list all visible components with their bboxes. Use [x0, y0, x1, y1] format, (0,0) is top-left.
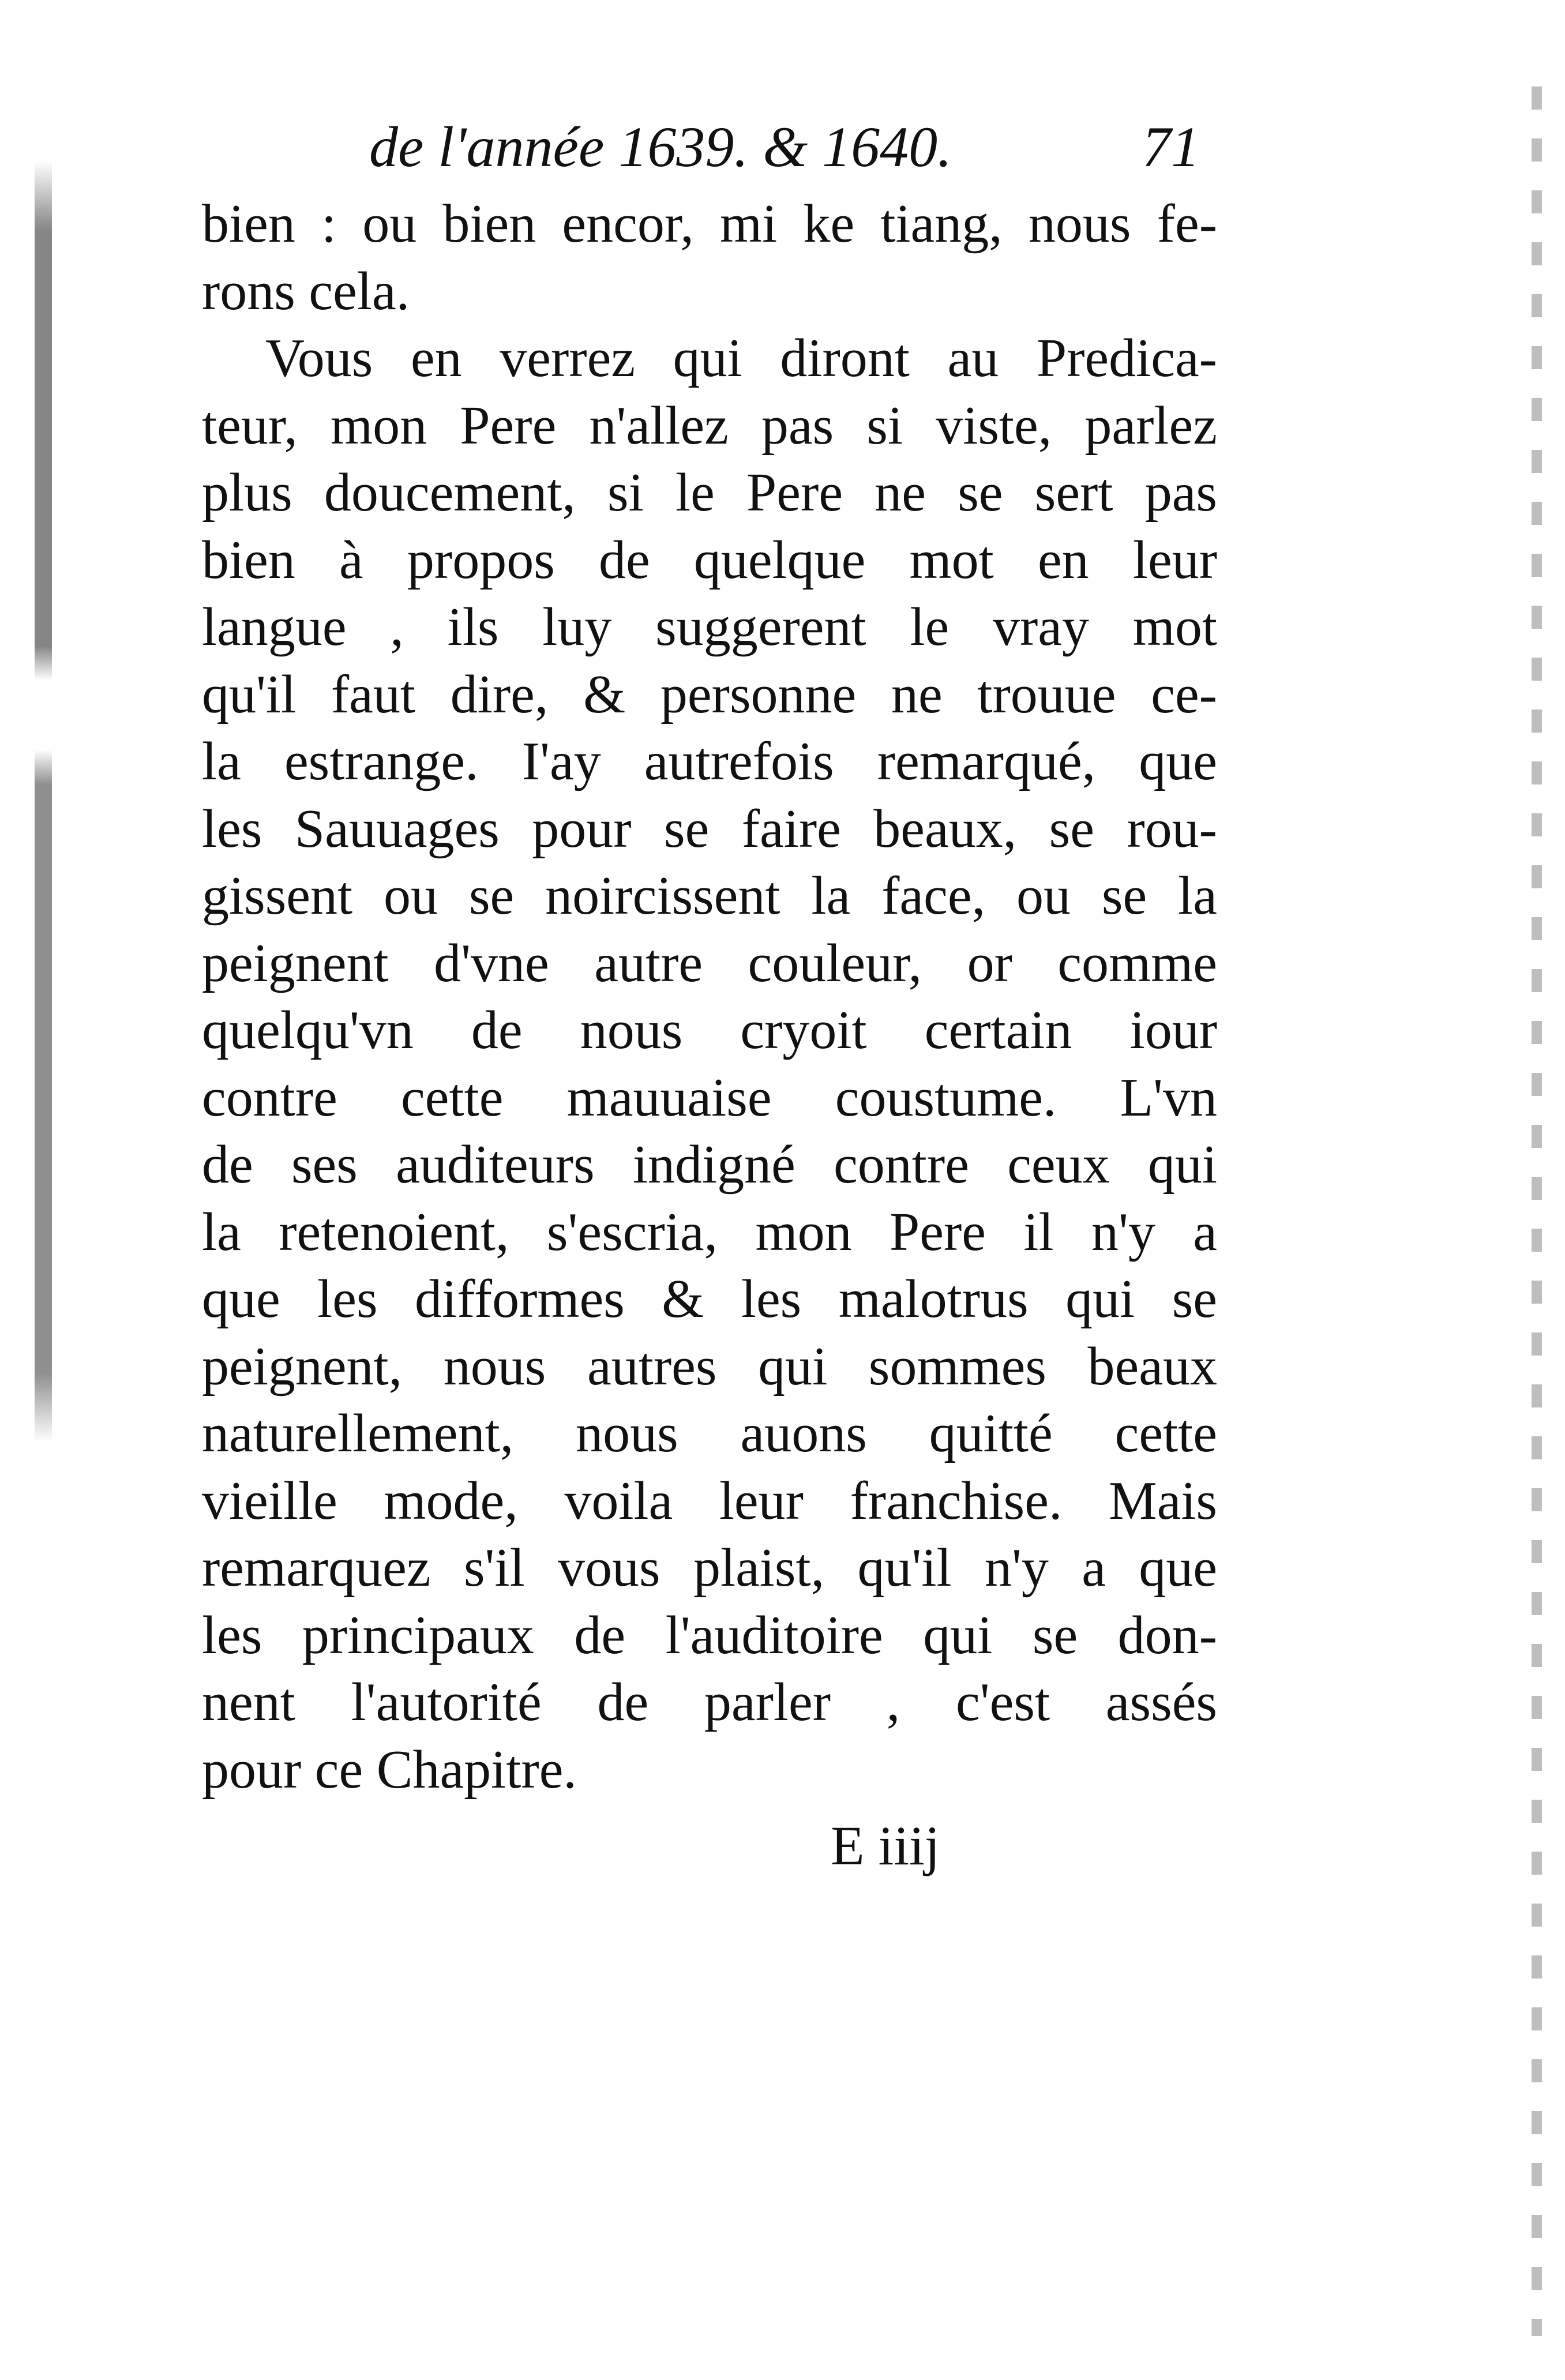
- text-line: de ses auditeurs indigné contre ceux qui: [202, 1135, 1217, 1195]
- text-line: la estrange. I'ay autrefois remarqué, que: [202, 731, 1217, 791]
- text-line: peignent d'vne autre couleur, or comme: [202, 933, 1217, 993]
- text-line: nent l'autorité de parler , c'est assés: [202, 1672, 1217, 1732]
- text-line: bien à propos de quelque mot en leur: [202, 530, 1217, 590]
- text-line: teur, mon Pere n'allez pas si viste, parlez: [202, 395, 1217, 456]
- scan-edge-left: [35, 162, 52, 1892]
- text-line: que les difformes & les malotrus qui se: [202, 1269, 1217, 1329]
- text-line: peignent, nous autres qui sommes beaux: [202, 1336, 1217, 1397]
- text-line: bien : ou bien encor, mi ke tiang, nous fe-: [202, 194, 1217, 254]
- text-line: les Sauuages pour se faire beaux, se rou-: [202, 798, 1217, 859]
- text-line: quelqu'vn de nous cryoit certain iour: [202, 1000, 1217, 1060]
- text-line: Vous en verrez qui diront au Predica-: [265, 328, 1217, 388]
- scan-edge-right: [1532, 87, 1542, 2336]
- signature-mark: E iiij: [831, 1815, 940, 1876]
- text-line: rons cela.: [202, 261, 410, 321]
- text-line: qu'il faut dire, & personne ne trouue ce-: [202, 664, 1217, 724]
- text-line: remarquez s'il vous plaist, qu'il n'y a que: [202, 1538, 1217, 1598]
- text-line: vieille mode, voila leur franchise. Mais: [202, 1470, 1217, 1531]
- text-line: pour ce Chapitre.: [202, 1739, 577, 1800]
- text-line: gissent ou se noircissent la face, ou se la: [202, 866, 1217, 926]
- page-number: 71: [1142, 115, 1200, 179]
- text-line: naturellement, nous auons quitté cette: [202, 1403, 1217, 1463]
- text-line: plus doucement, si le Pere ne se sert pas: [202, 463, 1217, 523]
- text-line: les principaux de l'auditoire qui se don-: [202, 1605, 1217, 1665]
- running-header: de l'année 1639. & 1640.: [369, 115, 952, 179]
- body-text: [202, 190, 1217, 1803]
- text-line: la retenoient, s'escria, mon Pere il n'y a: [202, 1202, 1217, 1262]
- text-line: contre cette mauuaise coustume. L'vn: [202, 1067, 1217, 1128]
- text-line: langue , ils luy suggerent le vray mot: [202, 597, 1217, 657]
